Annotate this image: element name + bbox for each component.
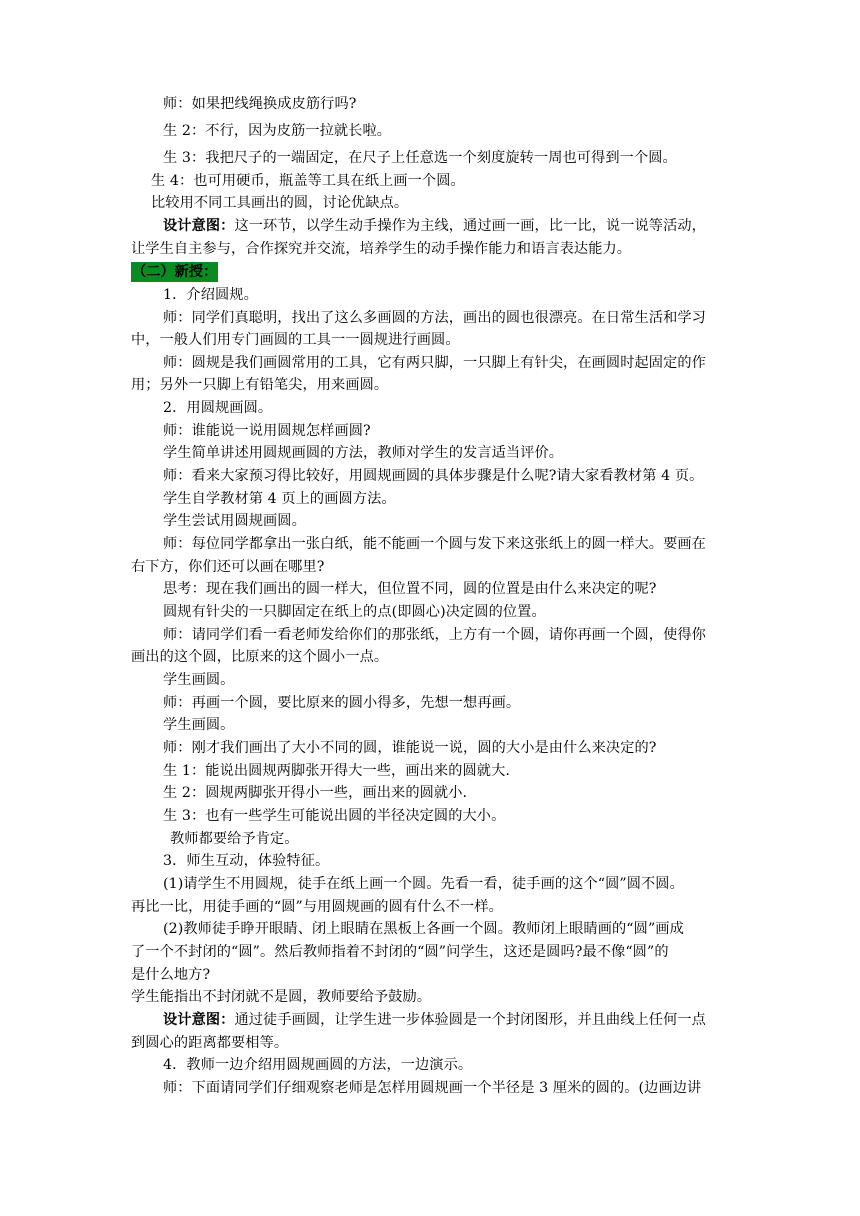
line-text: 3．师生互动，体验特征。 xyxy=(163,853,330,869)
text-line xyxy=(163,421,860,441)
line-text: 再比一比，用徒手画的“圆”与用圆规画的圆有什么不一样。 xyxy=(131,899,503,915)
line-text: 师：如果把线绳换成皮筋行吗? xyxy=(163,96,357,112)
text-line xyxy=(163,1078,860,1098)
text-line xyxy=(131,375,860,395)
line-text: 师：刚才我们画出了大小不同的圆，谁能说一说，圆的大小是由什么来决定的? xyxy=(163,740,657,756)
section-heading: （二）新授： xyxy=(132,264,218,280)
text-line xyxy=(163,919,860,939)
text-line xyxy=(131,965,860,985)
line-text: 通过徒手画圆，让学生进一步体验圆是一个封闭图形，并且曲线上任何一点 xyxy=(234,1012,706,1028)
line-text: 师：同学们真聪明，找出了这么多画圆的方法，画出的圆也很漂亮。在日常生活和学习 xyxy=(163,310,706,326)
text-line xyxy=(131,557,860,577)
text-line xyxy=(163,715,860,735)
line-text: 用；另外一只脚上有铅笔尖，用来画圆。 xyxy=(131,377,389,393)
text-line xyxy=(163,783,860,803)
text-line xyxy=(163,121,860,141)
line-text: 学生尝试用圆规画圆。 xyxy=(163,513,306,529)
text-line xyxy=(131,239,860,259)
line-text: 4．教师一边介绍用圆规画圆的方法，一边演示。 xyxy=(163,1057,473,1073)
text-line xyxy=(163,443,860,463)
line-text: 师：再画一个圆，要比原来的圆小得多，先想一想再画。 xyxy=(163,695,521,711)
text-line xyxy=(163,466,860,486)
text-line xyxy=(163,353,860,373)
line-text: 是什么地方? xyxy=(131,967,211,983)
line-text: 学生画圆。 xyxy=(163,672,235,688)
text-line xyxy=(131,897,860,917)
line-text: 中，一般人们用专门画圆的工具一一圆规进行画圆。 xyxy=(131,332,460,348)
line-text: 生 2：不行，因为皮筋一拉就长啦。 xyxy=(163,123,392,139)
text-line xyxy=(163,670,860,690)
design-intent-line xyxy=(163,216,860,236)
text-line xyxy=(151,171,860,191)
line-text: 学生简单讲述用圆规画圆的方法，教师对学生的发言适当评价。 xyxy=(163,445,564,461)
text-line xyxy=(131,647,860,667)
line-text: 了一个不封闭的“圆”。然后教师指着不封闭的“圆”问学生，这还是圆吗?最不像“圆”的 xyxy=(131,944,669,960)
text-line xyxy=(163,534,860,554)
text-line xyxy=(163,511,860,531)
text-line xyxy=(163,308,860,328)
line-text: (2)教师徒手睁开眼睛、闭上眼睛在黑板上各画一个圆。教师闭上眼睛画的“圆”画成 xyxy=(163,921,684,937)
line-text: 师：下面请同学们仔细观察老师是怎样用圆规画一个半径是 3 厘米的圆的。(边画边讲 xyxy=(163,1080,702,1096)
line-text: 到圆心的距离都要相等。 xyxy=(131,1035,289,1051)
text-line xyxy=(163,761,860,781)
line-text: 画出的这个圆，比原来的这个圆小一点。 xyxy=(131,649,389,665)
line-text: 比较用不同工具画出的圆，讨论优缺点。 xyxy=(151,195,409,211)
line-text: 2．用圆规画圆。 xyxy=(163,400,273,416)
line-text: 师：请同学们看一看老师发给你们的那张纸，上方有一个圆，请你再画一个圆，使得你 xyxy=(163,627,706,643)
line-text: 教师都要给予肯定。 xyxy=(170,831,299,847)
text-line xyxy=(163,579,860,599)
line-text: 1．介绍圆规。 xyxy=(163,287,258,303)
line-text: 学生自学教材第 4 页上的画圆方法。 xyxy=(163,491,396,507)
line-text: 生 1：能说出圆规两脚张开得大一些，画出来的圆就大. xyxy=(163,763,510,779)
text-line xyxy=(163,874,860,894)
design-intent-label: 设计意图： xyxy=(163,1012,235,1028)
text-line xyxy=(163,94,860,114)
line-text: 学生画圆。 xyxy=(163,717,235,733)
line-text: 让学生自主参与，合作探究并交流，培养学生的动手操作能力和语言表达能力。 xyxy=(131,241,632,257)
line-text: 这一环节，以学生动手操作为主线，通过画一画，比一比，说一说等活动， xyxy=(234,218,706,234)
line-text: 生 3：也有一些学生可能说出圆的半径决定圆的大小。 xyxy=(163,808,506,824)
line-text: 学生能指出不封闭就不是圆，教师要给予鼓励。 xyxy=(131,989,432,1005)
text-line xyxy=(163,738,860,758)
line-text: 右下方，你们还可以画在哪里? xyxy=(131,559,325,575)
line-text: 生 2：圆规两脚张开得小一些，画出来的圆就小. xyxy=(163,785,468,801)
text-line xyxy=(163,285,860,305)
design-intent-line xyxy=(163,1010,860,1030)
text-line xyxy=(163,1055,860,1075)
text-line xyxy=(163,148,860,168)
text-line xyxy=(163,693,860,713)
text-line xyxy=(163,602,860,622)
line-text: 师：圆规是我们画圆常用的工具，它有两只脚，一只脚上有针尖，在画圆时起固定的作 xyxy=(163,355,706,371)
text-line xyxy=(131,1033,860,1053)
text-line xyxy=(163,398,860,418)
line-text: 圆规有针尖的一只脚固定在纸上的点(即圆心)决定圆的位置。 xyxy=(163,604,546,620)
design-intent-label: 设计意图： xyxy=(163,218,235,234)
text-line xyxy=(163,806,860,826)
text-line xyxy=(163,625,860,645)
line-text: 思考：现在我们画出的圆一样大，但位置不同，圆的位置是由什么来决定的呢? xyxy=(163,581,657,597)
text-line xyxy=(163,489,860,509)
text-line xyxy=(131,987,860,1007)
text-line xyxy=(170,829,860,849)
line-text: (1)请学生不用圆规，徒手在纸上画一个圆。先看一看，徒手画的这个“圆”圆不圆。 xyxy=(163,876,684,892)
line-text: 师：每位同学都拿出一张白纸，能不能画一个圆与发下来这张纸上的圆一样大。要画在 xyxy=(163,536,706,552)
text-line xyxy=(131,942,860,962)
text-line xyxy=(151,193,860,213)
line-text: 生 3：我把尺子的一端固定，在尺子上任意选一个刻度旋转一周也可得到一个圆。 xyxy=(163,150,677,166)
line-text: 师：看来大家预习得比较好，用圆规画圆的具体步骤是什么呢?请大家看教材第 4 页。 xyxy=(163,468,704,484)
text-line xyxy=(163,851,860,871)
text-line xyxy=(131,330,860,350)
line-text: 师：谁能说一说用圆规怎样画圆? xyxy=(163,423,371,439)
line-text: 生 4：也可用硬币，瓶盖等工具在纸上画一个圆。 xyxy=(151,173,465,189)
